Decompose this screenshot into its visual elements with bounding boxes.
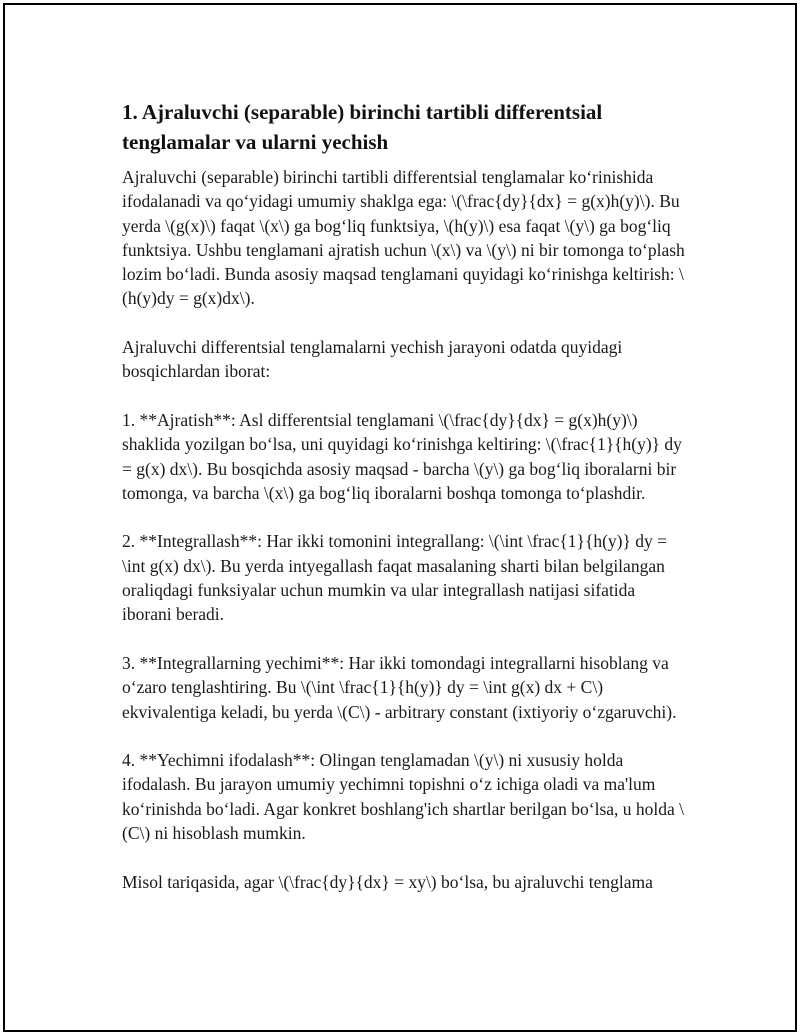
- section-title: 1. Ajraluvchi (separable) birinchi tartibli differentsial tenglamalar va ularni yechish: [122, 100, 603, 154]
- paragraph-step-1: 1. **Ajratish**: Asl differentsial tenglamani \(\frac{dy}{dx} = g(x)h(y)\) shaklida yozilgan boʻlsa, uni quyidagi koʻrinishga keltiring: \(\frac{1}{h(y)} dy = g(x) dx\). Bu bosqichda asosiy maqsad - barcha \(y\) ga bogʻliq iboralarni bir tomonga, va barcha \(x\) ga bogʻliq iboralarni boshqa tomonga toʻplashdir.: [122, 409, 682, 503]
- paragraph-step-2: 2. **Integrallash**: Har ikki tomonini integrallang: \(\int \frac{1}{h(y)} dy = \int g(x) dx\). Bu yerda intyegallash faqat masalaning sharti bilan belgilangan oraliqdagi funksiyalar uchun mumkin va ular integrallash natijasi sifatida iborani beradi.: [122, 531, 668, 625]
- document-body: [122, 97, 688, 918]
- paragraph-step-3: 3. **Integrallarning yechimi**: Har ikki tomondagi integrallarni hisoblang va oʻzaro tenglashtiring. Bu \(\int \frac{1}{h(y)} dy = \int g(x) dx + C\) ekvivalentiga keladi, bu yerda \(C\) - arbitrary constant (ixtiyoriy oʻzgaruvchi).: [122, 652, 677, 722]
- paragraph-example: Misol tariqasida, agar \(\frac{dy}{dx} = xy\) boʻlsa, bu ajraluvchi tenglama: [122, 871, 653, 892]
- paragraph-intro: Ajraluvchi (separable) birinchi tartibli differentsial tenglamalar koʻrinishida ifodalanadi va qoʻyidagi umumiy shaklga ega: \(\frac{dy}{dx} = g(x)h(y)\). Bu yerda \(g(x)\) faqat \(x\) ga bogʻliq funktsiya, \(h(y)\) esa faqat \(y\) ga bogʻliq funktsiya. Ushbu tenglamani ajratish uchun \(x\) va \(y\) ni bir tomonga toʻplash lozim boʻladi. Bunda asosiy maqsad tenglamani quyidagi koʻrinishga keltirish: \(h(y)dy = g(x)dx\).: [122, 167, 685, 309]
- paragraph-steps-intro: Ajraluvchi differentsial tenglamalarni yechish jarayoni odatda quyidagi bosqichlardan iborat:: [122, 337, 623, 382]
- page-frame: [3, 3, 797, 1032]
- paragraph-step-4: 4. **Yechimni ifodalash**: Olingan tenglamadan \(y\) ni xususiy holda ifodalash. Bu jarayon umumiy yechimni topishni oʻz ichiga oladi va ma'lum koʻrinishda boʻladi. Agar konkret boshlang'ich shartlar berilgan boʻlsa, u holda \(C\) ni hisoblash mumkin.: [122, 750, 685, 844]
